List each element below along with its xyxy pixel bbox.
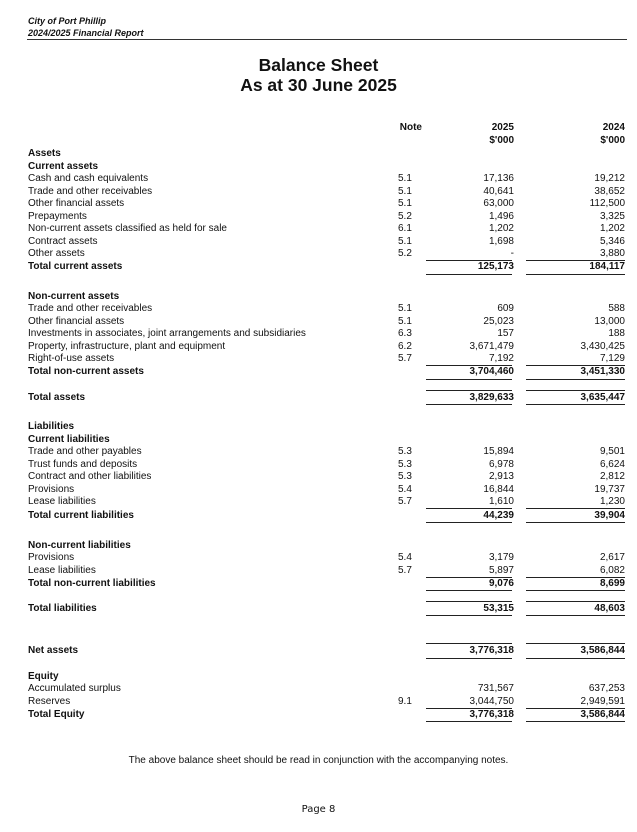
note-column-header: Note [399,122,422,133]
table-row: Trust funds and deposits 5.3 6,978 6,624 [28,458,625,470]
total-rule [526,404,625,405]
footnote: The above balance sheet should be read in conjunction with the accompanying notes. [128,755,509,766]
total-row: Total non-current liabilities 9,076 8,699 [28,577,625,589]
table-row: Prepayments 5.2 1,496 3,325 [28,210,625,222]
total-rule [526,590,625,591]
section-heading-assets: Assets [28,148,61,159]
net-assets-row: Net assets 3,776,318 3,586,844 [28,645,625,656]
total-rule [526,615,625,616]
table-row: Contract assets 5.1 1,698 5,346 [28,235,625,247]
section-heading-liabilities: Liabilities [28,421,75,432]
total-rule [426,522,512,523]
section-heading-non-current-assets: Non-current assets [28,290,120,302]
table-row: Other financial assets 5.1 63,000 112,500 [28,198,625,209]
total-rule [426,590,512,591]
table-row: Other assets 5.2 - 3,880 [28,248,625,259]
total-row: Total current liabilities 44,239 39,904 [28,509,625,521]
page-subtitle: As at 30 June 2025 [240,75,397,95]
total-rule [526,522,625,523]
total-liabilities-row: Total liabilities 53,315 48,603 [28,602,625,614]
table-row: Accumulated surplus 731,567 637,253 [28,683,625,694]
table-row: Lease liabilities 5.7 1,610 1,230 [28,496,625,507]
section-heading-equity: Equity [28,670,59,682]
table-row: Right-of-use assets 5.7 7,192 7,129 [28,353,625,364]
section-heading-current-assets: Current assets [28,160,99,172]
unit-2025-header: $'000 [489,135,514,146]
table-row: Provisions 5.4 3,179 2,617 [28,552,625,563]
unit-2024-header: $'000 [600,135,625,146]
total-rule [526,721,625,722]
section-heading-current-liabilities: Current liabilities [28,433,110,445]
page-number: Page 8 [301,804,336,815]
year-2024-header: 2024 [602,122,625,133]
table-row: Trade and other receivables 5.1 609 588 [28,303,625,314]
total-rule [526,390,625,391]
page-title: Balance Sheet [258,55,379,75]
total-rule [426,274,512,275]
total-rule [426,404,512,405]
total-rule [526,643,625,644]
header-divider [27,39,627,40]
section-heading-non-current-liabilities: Non-current liabilities [28,539,131,551]
total-rule [526,658,625,659]
table-row: Provisions 5.4 16,844 19,737 [28,483,625,495]
table-row: Property, infrastructure, plant and equipment 6.2 3,671,479 3,430,425 [28,340,625,352]
total-rule [426,615,512,616]
total-rule [526,379,625,380]
organisation-name: City of Port Phillip [28,16,106,26]
total-rule [426,390,512,391]
year-2025-header: 2025 [491,122,514,133]
table-row: Reserves 9.1 3,044,750 2,949,591 [28,695,625,707]
table-row: Non-current assets classified as held for sale 6.1 1,202 1,202 [28,223,625,234]
table-row: Trade and other payables 5.3 15,894 9,501 [28,446,625,457]
total-rule [426,658,512,659]
total-row: Total non-current assets 3,704,460 3,451,330 [28,366,625,377]
table-row: Cash and cash equivalents 5.1 17,136 19,212 [28,173,625,184]
total-assets-row: Total assets 3,829,633 3,635,447 [28,392,625,403]
total-rule [426,643,512,644]
total-row: Total current assets 125,173 184,117 [28,261,625,272]
table-row: Other financial assets 5.1 25,023 13,000 [28,315,625,327]
table-row: Investments in associates, joint arrangements and subsidiaries 6.3 157 188 [28,328,625,339]
total-rule [526,274,625,275]
report-name: 2024/2025 Financial Report [28,27,144,38]
total-rule [426,721,512,722]
header-text [28,16,144,39]
table-row: Lease liabilities 5.7 5,897 6,082 [28,564,625,576]
table-row: Trade and other receivables 5.1 40,641 38,652 [28,185,625,197]
total-equity-row: Total Equity 3,776,318 3,586,844 [28,708,625,720]
total-rule [426,379,512,380]
table-row: Contract and other liabilities 5.3 2,913 2,812 [28,471,625,482]
